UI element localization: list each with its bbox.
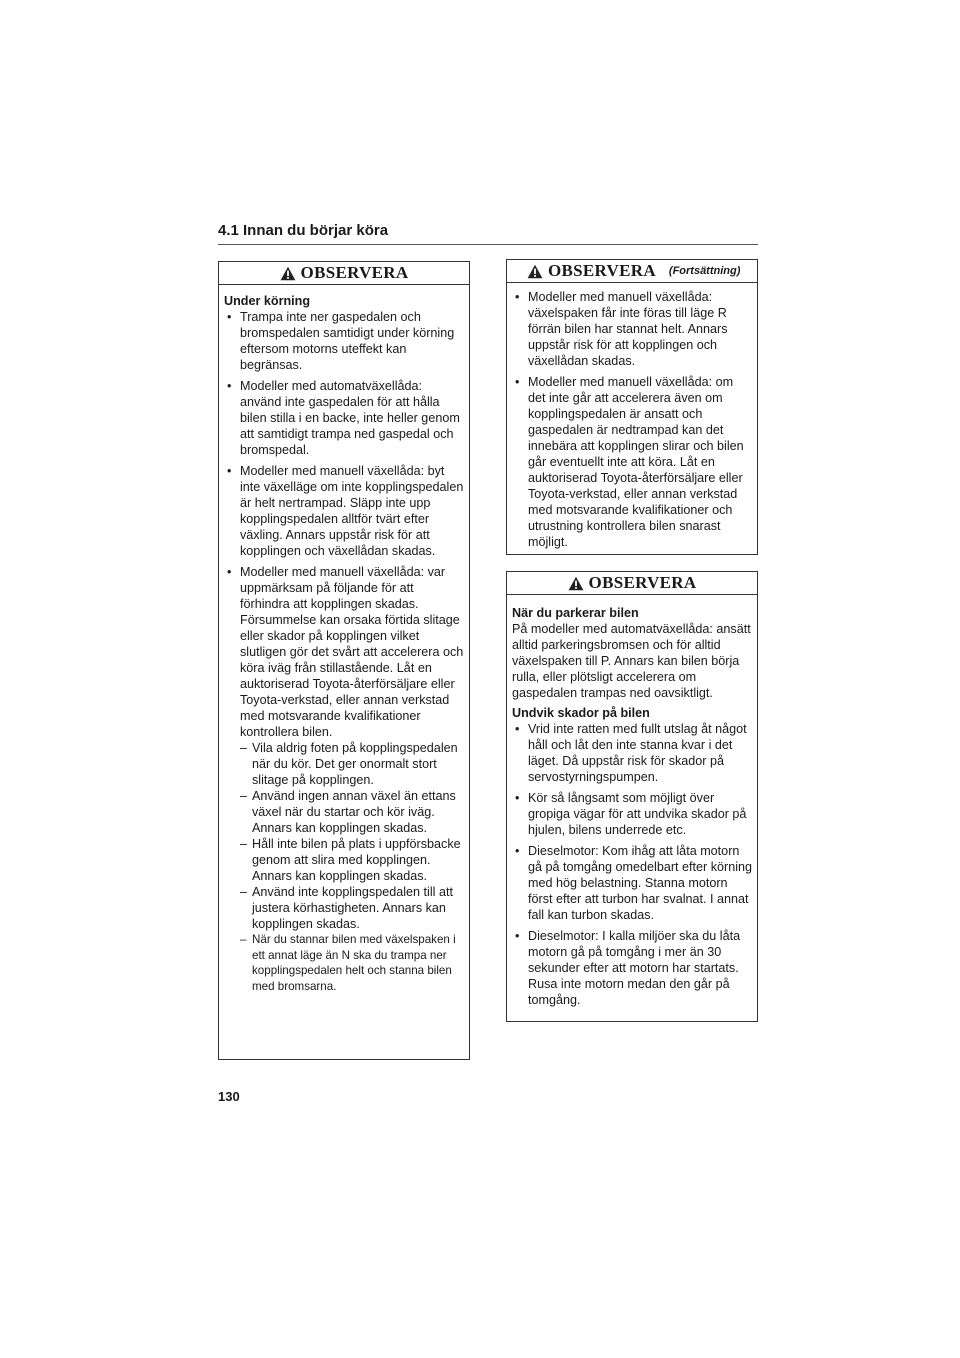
list-item: • Modeller med manuell växellåda: byt inte växelläge om inte kopplingspedalen är helt nertrampad. Släpp inte upp kopplingspedalen alltför tvärt efter växling. Annars uppstår risk för att kopplingen och växellådan skadas. [224, 463, 465, 559]
dash-item: – När du stannar bilen med växelspaken i ett annat läge än N ska du trampa ner kopplingspedalen helt och stanna bilen med bromsarna. [240, 932, 465, 994]
section-heading: Undvik skador på bilen [512, 706, 650, 720]
caution-header [507, 260, 757, 283]
section-heading: När du parkerar bilen [512, 606, 639, 620]
paragraph: På modeller med automatväxellåda: ansätt alltid parkeringsbromsen och för alltid växelspaken till P. Annars kan bilen börja rulla, eller plötsligt accelerera om gaspedalen trampas ned oavsiktligt. [512, 622, 751, 700]
caution-body [507, 283, 757, 561]
caution-title: OBSERVERA [548, 261, 656, 280]
list-item [224, 564, 465, 994]
caution-box-parkering [506, 571, 758, 1022]
caution-box-continued [506, 259, 758, 555]
continued-label: (Fortsättning) [668, 265, 741, 277]
dash-item: – Använd ingen annan växel än ettans växel när du startar och kör iväg. Annars kan kopplingen skadas. [240, 788, 465, 836]
list-item: • Vrid inte ratten med fullt utslag åt något håll och låt den inte stanna kvar i det läget. Då uppstår risk för skador på servostyrningspumpen. [512, 721, 753, 785]
bullet-list [512, 721, 753, 1008]
caution-header [219, 262, 469, 285]
caution-title: OBSERVERA [300, 263, 409, 282]
bullet-list [512, 289, 753, 550]
section-heading: Under körning [224, 294, 311, 308]
warning-icon [527, 264, 543, 279]
caution-body [219, 285, 469, 1005]
dash-item: – Använd inte kopplingspedalen till att justera körhastigheten. Annars kan kopplingen skadas. [240, 884, 465, 932]
section-header: 4.1 Innan du börjar köra [218, 222, 758, 245]
dash-list [240, 740, 465, 994]
bullet-list [224, 309, 465, 994]
dash-item: – Vila aldrig foten på kopplingspedalen när du kör. Det ger onormalt stort slitage på kopplingen. [240, 740, 465, 788]
list-item: • Dieselmotor: I kalla miljöer ska du låta motorn gå på tomgång i mer än 30 sekunder efter att motorn har startats. Rusa inte motorn medan den går på tomgång. [512, 928, 753, 1008]
list-item: • Modeller med manuell växellåda: om det inte går att accelerera även om kopplingspedalen är ansatt och gaspedalen är nedtrampad kan det innebära att kopplingen slirar och bilen går eventuellt inte att köra. Låt en auktoriserad Toyota-återförsäljare eller Toyota-verkstad, eller annan verkstad med motsvarande kvalifikationer och utrustning kontrollera bilen snarast möjligt. [512, 374, 753, 550]
list-item: • Modeller med automatväxellåda: använd inte gaspedalen för att hålla bilen stilla i en backe, inte heller genom att samtidigt trampa ned gaspedal och bromspedal. [224, 378, 465, 458]
list-item: • Kör så långsamt som möjligt över gropiga vägar för att undvika skador på hjulen, bilens underrede etc. [512, 790, 753, 838]
caution-header [507, 572, 757, 595]
list-item: • Trampa inte ner gaspedalen och bromspedalen samtidigt under körning eftersom motorns uteffekt kan begränsas. [224, 309, 465, 373]
list-item: • Modeller med manuell växellåda: växelspaken får inte föras till läge R förrän bilen har stannat helt. Annars uppstår risk för att kopplingen och växellådan skadas. [512, 289, 753, 369]
dash-item: – Håll inte bilen på plats i uppförsbacke genom att slira med kopplingen. Annars kan kopplingen skadas. [240, 836, 465, 884]
caution-title: OBSERVERA [588, 573, 697, 592]
warning-icon [280, 266, 296, 281]
caution-body [507, 595, 757, 1019]
list-item: • Dieselmotor: Kom ihåg att låta motorn gå på tomgång omedelbart efter körning med hög belastning. Stanna motorn först efter att turbon har svalnat. I annat fall kan turbon skadas. [512, 843, 753, 923]
warning-icon [568, 576, 584, 591]
page-number: 130 [218, 1089, 240, 1104]
caution-box-under-korning [218, 261, 470, 1060]
list-item-text: Modeller med manuell växellåda: var uppmärksam på följande för att förhindra att kopplingen skadas. Försummelse kan orsaka förtida slitage eller skador på kopplingen vilket slutligen gör det svårt att accelerera och köra iväg från stillastående. Låt en auktoriserad Toyota-återförsäljare eller Toyota-verkstad, eller annan verkstad med motsvarande kvalifikationer kontrollera bilen. [240, 565, 464, 739]
